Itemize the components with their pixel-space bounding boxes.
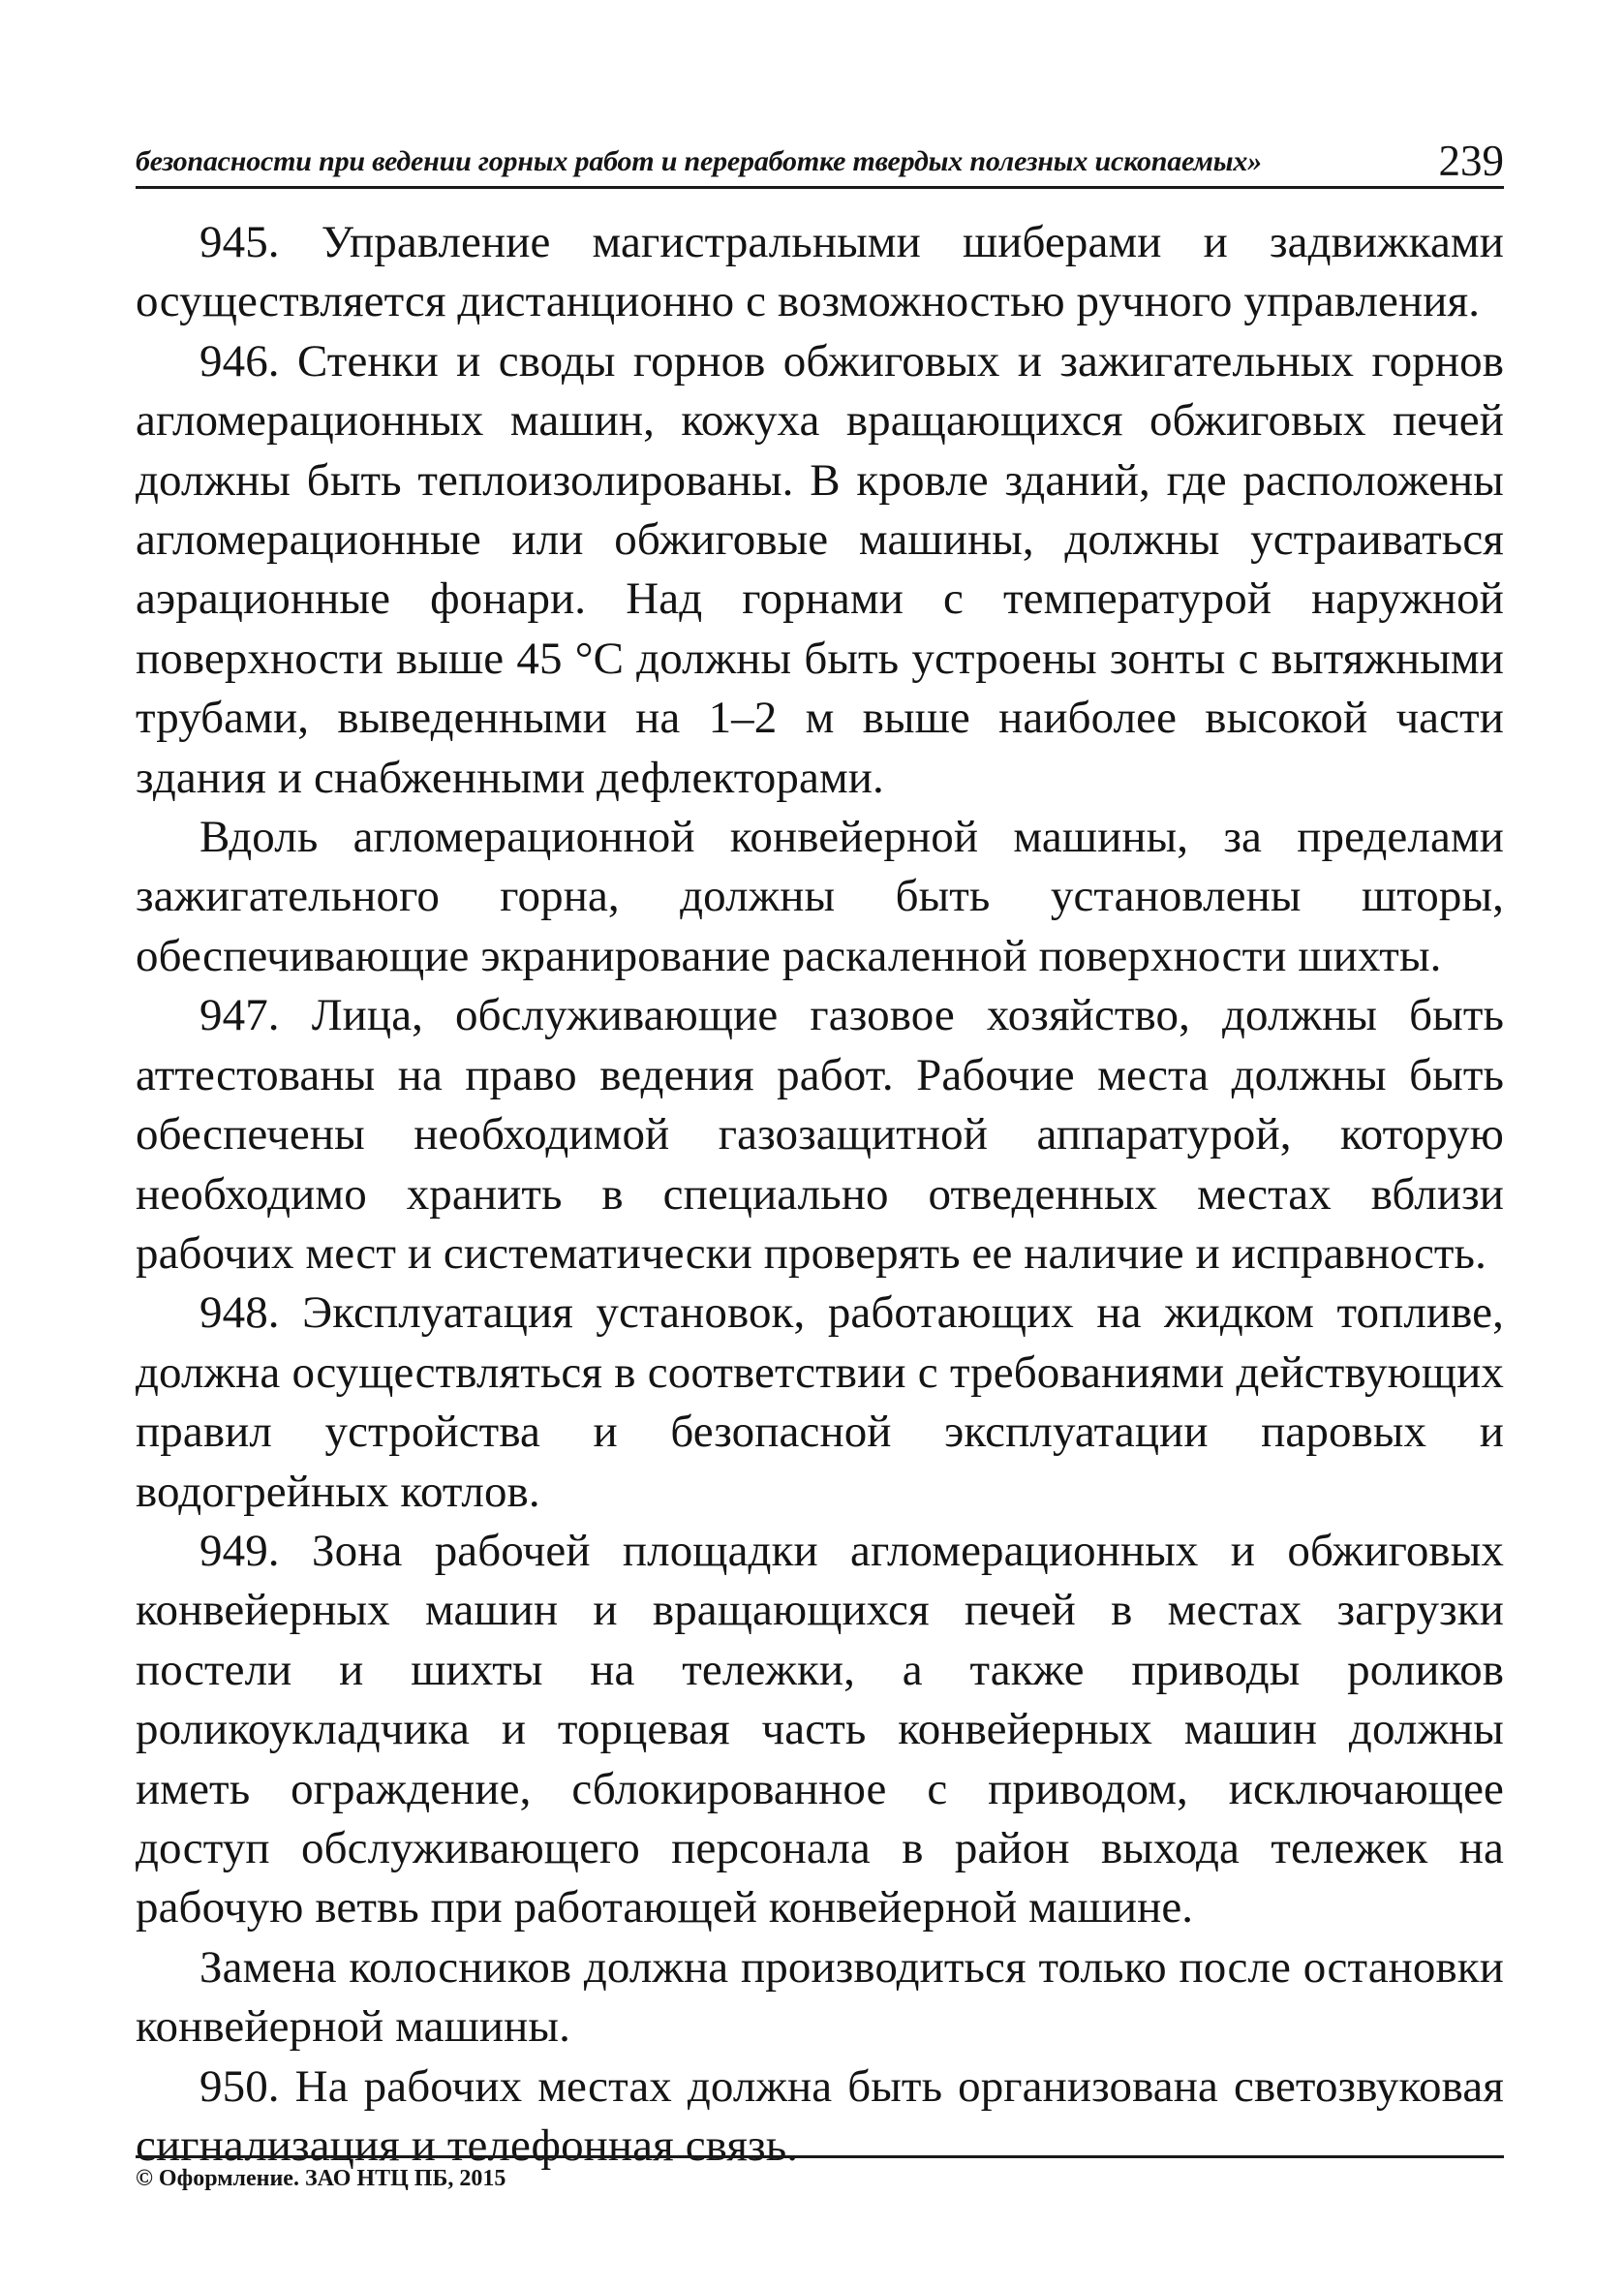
page-footer xyxy=(136,2155,1504,2192)
paragraph-945: 945. Управление магистральными шиберами и задвижками осуществляется дистанционно с возможностью ручного управления. xyxy=(136,217,1504,327)
paragraph-946: 946. Стенки и своды горнов обжиговых и зажигательных горнов агломерационных машин, кожуха вращающихся обжиговых печей должны быть теплоизолированы. В кровле зданий, где расположены агломерационные или обжиговые машины, должны устраиваться аэрационные фонари. Над горнами с температурой наружной поверхности выше 45 °С должны быть устроены зонты с вытяжными трубами, выведенными на 1–2 м выше наиболее высокой части здания и снабженными дефлекторами. xyxy=(136,335,1504,803)
body-text xyxy=(136,213,1504,2176)
page-number: 239 xyxy=(1438,137,1504,185)
paragraph-949: 949. Зона рабочей площадки агломерационных и обжиговых конвейерных машин и вращающихся печей в местах загрузки постели и шихты на тележки, а также приводы роликов роликоукладчика и торцевая часть конвейерных машин должны иметь ограждение, сблокированное с приводом, исключающее доступ обслуживающего персонала в район выхода тележек на рабочую ветвь при работающей конвейерной машине. xyxy=(136,1525,1504,1933)
paragraph-950: 950. На рабочих местах должна быть организована светозвуковая сигнализация и телефонная связь. xyxy=(136,2060,1504,2171)
paragraph-949-continued: Замена колосников должна производиться только после остановки конвейерной машины. xyxy=(136,1941,1504,2053)
paragraph-946-continued: Вдоль агломерационной конвейерной машины, за пределами зажигательного горна, должны быть установлены шторы, обеспечивающие экранирование раскаленной поверхности шихты. xyxy=(136,812,1504,981)
running-title: безопасности при ведении горных работ и переработке твердых полезных ископаемых» xyxy=(136,145,1262,177)
page-header xyxy=(136,128,1504,189)
paragraph-948: 948. Эксплуатация установок, работающих на жидком топливе, должна осуществляться в соответствии с требованиями действующих правил устройства и безопасной эксплуатации паровых и водогрейных котлов. xyxy=(136,1287,1504,1517)
paragraph-947: 947. Лица, обслуживающие газовое хозяйство, должны быть аттестованы на право ведения работ. Рабочие места должны быть обеспечены необходимой газозащитной аппаратурой, которую необходимо хранить в специально отведенных местах вблизи рабочих мест и систематически проверять ее наличие и исправность. xyxy=(136,990,1504,1279)
footer-copyright: © Оформление. ЗАО НТЦ ПБ, 2015 xyxy=(136,2166,506,2191)
